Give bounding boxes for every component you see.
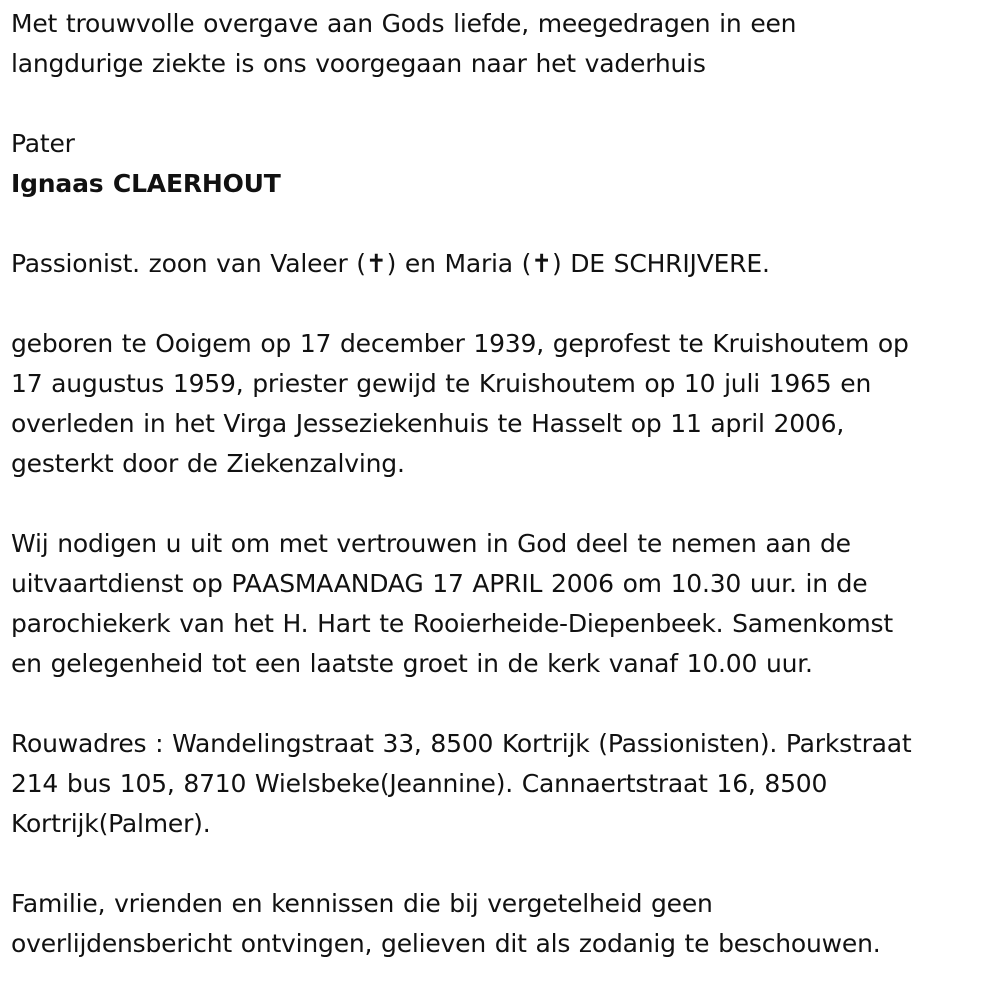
spacer [11,844,993,884]
spacer [11,684,993,724]
spacer [11,84,993,124]
intro-paragraph [11,4,993,84]
deceased-name: Ignaas CLAERHOUT [11,169,281,198]
spacer [11,204,993,244]
closing-paragraph [11,884,993,964]
address-line: Rouwadres : Wandelingstraat 33, 8500 Kortrijk (Passionisten). Parkstraat [11,729,912,758]
biography-line: geboren te Ooigem op 17 december 1939, geprofest te Kruishoutem op [11,329,909,358]
invitation-line: uitvaartdienst op PAASMAANDAG 17 APRIL 2006 om 10.30 uur. in de [11,569,868,598]
invitation-paragraph [11,524,993,684]
biography-line: gesterkt door de Ziekenzalving. [11,449,405,478]
biography-line: overleden in het Virga Jesseziekenhuis te Hasselt op 11 april 2006, [11,409,845,438]
address-paragraph [11,724,993,844]
deceased-heading [11,124,993,204]
spacer [11,484,993,524]
invitation-line: en gelegenheid tot een laatste groet in de kerk vanaf 10.00 uur. [11,649,813,678]
intro-line: Met trouwvolle overgave aan Gods liefde, meegedragen in een [11,9,797,38]
address-line: 214 bus 105, 8710 Wielsbeke(Jeannine). Cannaertstraat 16, 8500 [11,769,828,798]
deceased-title: Pater [11,129,75,158]
biography-line: 17 augustus 1959, priester gewijd te Kruishoutem op 10 juli 1965 en [11,369,872,398]
invitation-line: parochiekerk van het H. Hart te Rooierheide-Diepenbeek. Samenkomst [11,609,893,638]
closing-line: Familie, vrienden en kennissen die bij vergetelheid geen [11,889,713,918]
spacer [11,284,993,324]
parents-line: Passionist. zoon van Valeer (✝) en Maria (✝) DE SCHRIJVERE. [11,249,770,278]
address-line: Kortrijk(Palmer). [11,809,211,838]
parents-paragraph [11,244,993,284]
closing-line: overlijdensbericht ontvingen, gelieven dit als zodanig te beschouwen. [11,929,881,958]
invitation-line: Wij nodigen u uit om met vertrouwen in God deel te nemen aan de [11,529,851,558]
intro-line: langdurige ziekte is ons voorgegaan naar het vaderhuis [11,49,706,78]
obituary-notice [11,4,993,964]
biography-paragraph [11,324,993,484]
